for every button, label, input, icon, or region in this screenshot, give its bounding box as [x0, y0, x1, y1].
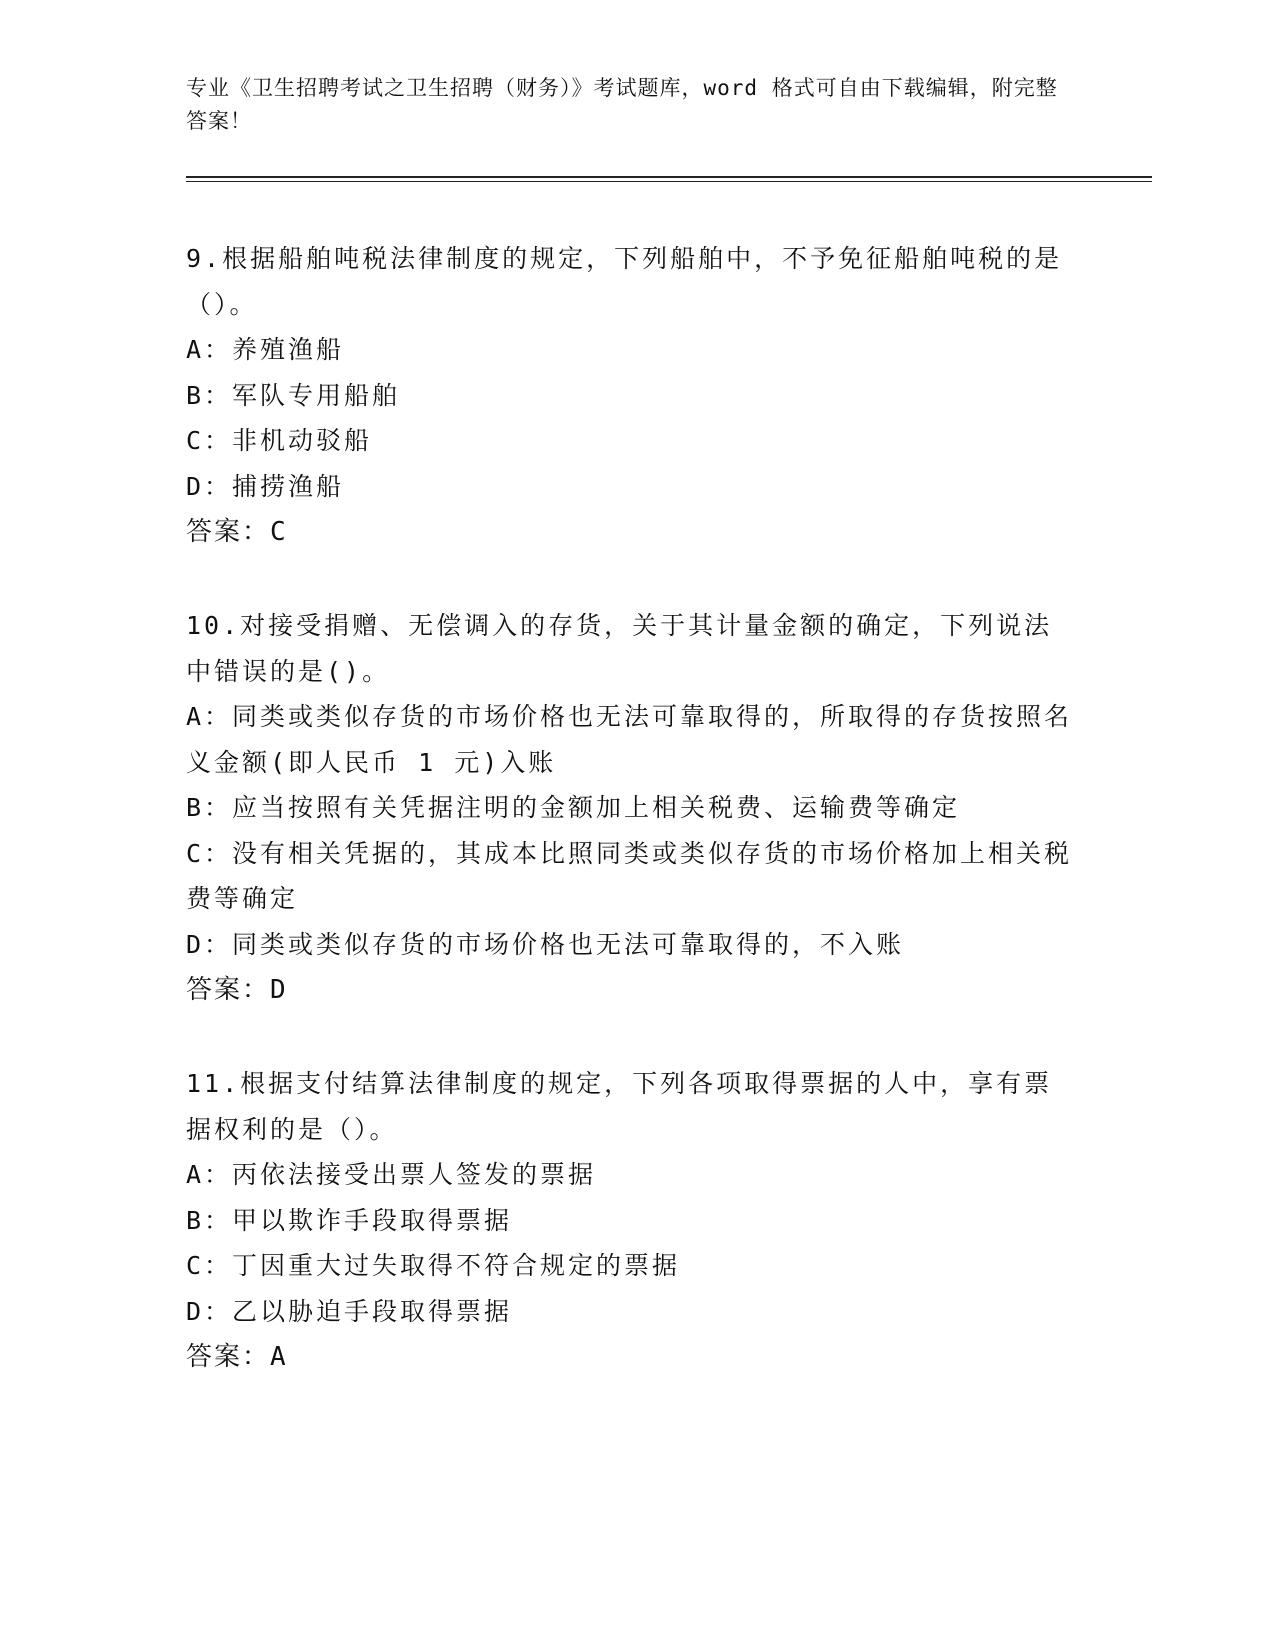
document-intro: 专业《卫生招聘考试之卫生招聘（财务）》考试题库，word 格式可自由下载编辑，附完整答案！ — [186, 76, 1058, 133]
option-a: A：同类或类似存货的市场价格也无法可靠取得的，所取得的存货按照名义金额(即人民币 1 元)入账 — [186, 702, 1073, 777]
question-stem: 9.根据船舶吨税法律制度的规定，下列船舶中，不予免征船舶吨税的是（）。 — [186, 244, 1063, 319]
answer-label: 答案： — [186, 975, 271, 1005]
option-b: B：军队专用船舶 — [186, 380, 401, 410]
header-divider-thin — [186, 181, 1152, 182]
answer-line — [186, 1334, 1076, 1380]
question-stem: 10.对接受捐赠、无偿调入的存货，关于其计量金额的确定，下列说法中错误的是()。 — [186, 611, 1053, 686]
option-d: D：乙以胁迫手段取得票据 — [186, 1296, 513, 1326]
option-c: C：非机动驳船 — [186, 426, 373, 455]
option-a: A：丙依法接受出票人签发的票据 — [186, 1160, 597, 1189]
question-stem: 11.根据支付结算法律制度的规定，下列各项取得票据的人中，享有票据权利的是（）。 — [186, 1069, 1053, 1144]
option-b: B：应当按照有关凭据注明的金额加上相关税费、运输费等确定 — [186, 793, 961, 822]
header-divider-thick — [186, 176, 1152, 178]
answer-label: 答案： — [186, 1342, 271, 1372]
option-c: C：没有相关凭据的，其成本比照同类或类似存货的市场价格加上相关税费等确定 — [186, 838, 1073, 913]
question-9 — [186, 236, 1076, 555]
question-11 — [186, 1061, 1076, 1380]
option-d: D：同类或类似存货的市场价格也无法可靠取得的，不入账 — [186, 929, 905, 959]
option-b: B：甲以欺诈手段取得票据 — [186, 1205, 513, 1235]
answer-value: C — [270, 517, 288, 547]
question-list — [186, 236, 1076, 1428]
answer-line — [186, 967, 1076, 1013]
question-10 — [186, 603, 1076, 1013]
option-a: A：养殖渔船 — [186, 335, 345, 364]
answer-value: A — [270, 1342, 288, 1372]
answer-line — [186, 509, 1076, 555]
option-c: C：丁因重大过失取得不符合规定的票据 — [186, 1251, 681, 1280]
answer-value: D — [270, 975, 288, 1005]
answer-label: 答案： — [186, 517, 271, 547]
option-d: D：捕捞渔船 — [186, 471, 345, 501]
